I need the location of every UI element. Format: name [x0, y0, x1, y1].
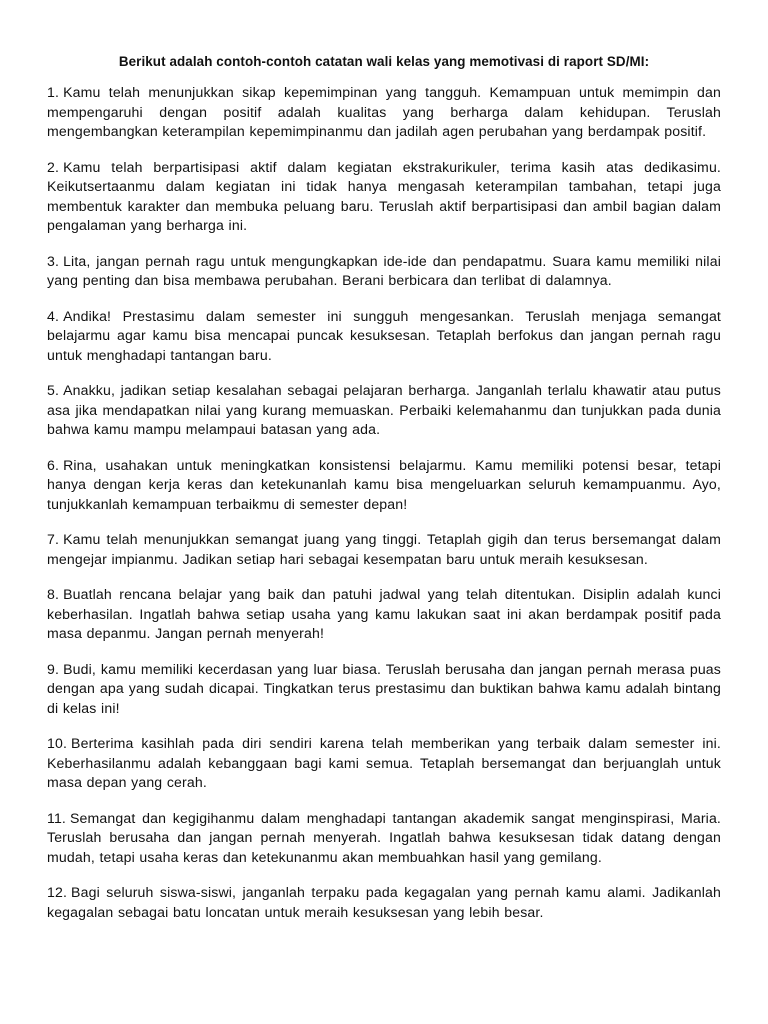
list-item [47, 660, 721, 719]
item-text: Kamu telah menunjukkan sikap kepemimpinan yang tangguh. Kemampuan untuk memimpin dan mempengaruhi dengan positif adalah kualitas yang berharga dalam kehidupan. Teruslah mengembangkan keterampilan kepemimpinanmu dan jadilah agen perubahan yang berdampak positif. [47, 84, 721, 139]
item-text: Bagi seluruh siswa-siswi, janganlah terpaku pada kegagalan yang pernah kamu alami. Jadikanlah kegagalan sebagai batu loncatan untuk meraih kesuksesan yang lebih besar. [47, 884, 721, 920]
item-number: 4. [47, 307, 60, 324]
item-text: Andika! Prestasimu dalam semester ini sungguh mengesankan. Teruslah menjaga semangat belajarmu agar kamu bisa mencapai puncak kesuksesan. Tetaplah berfokus dan jangan pernah ragu untuk menghadapi tantangan baru. [47, 307, 721, 363]
list-item [47, 883, 721, 922]
item-text: Berterima kasihlah pada diri sendiri karena telah memberikan yang terbaik dalam semester ini. Keberhasilanmu adalah kebanggaan bagi kami semua. Tetaplah bersemangat dan berjuanglah untuk masa depan yang cerah. [47, 735, 721, 790]
item-text: Kamu telah berpartisipasi aktif dalam kegiatan ekstrakurikuler, terima kasih atas dedikasimu. Keikutsertaanmu dalam kegiatan ini tidak hanya mengasah keterampilan tambahan, tetapi juga membentuk karakter dan membuka peluang baru. Teruslah aktif berpartisipasi dan ambil bagian dalam pengalaman yang berharga ini. [47, 158, 721, 233]
item-number: 3. [47, 252, 60, 269]
document-page [47, 53, 721, 938]
item-text: Anakku, jadikan setiap kesalahan sebagai pelajaran berharga. Janganlah terlalu khawatir atau putus asa jika mendapatkan nilai yang kurang memuaskan. Perbaiki kelemahanmu dan tunjukkan pada dunia bahwa kamu mampu melampaui batasan yang ada. [47, 382, 721, 437]
item-number: 9. [47, 660, 60, 677]
item-number: 7. [47, 531, 60, 547]
item-text: Semangat dan kegigihanmu dalam menghadapi tantangan akademik sangat menginspirasi, Maria. Teruslah berusaha dan jangan pernah menyerah. Ingatlah bahwa kesuksesan tidak datang dengan mudah, tetapi usaha keras dan ketekunanmu akan membuahkan hasil yang gemilang. [47, 809, 721, 865]
list-item [47, 158, 721, 236]
item-number: 5. [47, 382, 60, 398]
list-item [47, 585, 721, 644]
list-item [47, 83, 721, 142]
item-text: Budi, kamu memiliki kecerdasan yang luar biasa. Teruslah berusaha dan jangan pernah merasa puas dengan apa yang sudah dicapai. Tingkatkan terus prestasimu dan buktikan bahwa kamu adalah bintang di kelas ini! [47, 660, 721, 716]
document-title: Berikut adalah contoh-contoh catatan wali kelas yang memotivasi di raport SD/MI: [118, 54, 650, 69]
item-number: 1. [47, 84, 60, 100]
item-number: 10. [47, 735, 68, 751]
item-number: 6. [47, 456, 60, 473]
item-number: 11. [47, 809, 66, 826]
item-number: 2. [47, 158, 60, 175]
list-item [47, 381, 721, 440]
list-item [47, 530, 721, 569]
list-item [47, 809, 721, 868]
notes-list [47, 83, 721, 922]
item-text: Buatlah rencana belajar yang baik dan patuhi jadwal yang telah ditentukan. Disiplin adalah kunci keberhasilan. Ingatlah bahwa setiap usaha yang kamu lakukan saat ini akan berdampak positif pada masa depanmu. Jangan pernah menyerah! [47, 586, 721, 641]
item-text: Kamu telah menunjukkan semangat juang yang tinggi. Tetaplah gigih dan terus bersemangat dalam mengejar impianmu. Jadikan setiap hari sebagai kesempatan baru untuk meraih kesuksesan. [47, 531, 721, 567]
list-item [47, 252, 721, 291]
list-item [47, 307, 721, 366]
item-number: 8. [47, 586, 60, 602]
list-item [47, 734, 721, 793]
item-text: Rina, usahakan untuk meningkatkan konsistensi belajarmu. Kamu memiliki potensi besar, tetapi hanya dengan kerja keras dan ketekunanlah kamu bisa mengeluarkan seluruh kemampuanmu. Ayo, tunjukkanlah kemampuan terbaikmu di semester depan! [47, 456, 721, 512]
list-item [47, 456, 721, 515]
item-number: 12. [47, 884, 68, 900]
item-text: Lita, jangan pernah ragu untuk mengungkapkan ide-ide dan pendapatmu. Suara kamu memiliki nilai yang penting dan bisa membawa perubahan. Berani berbicara dan terlibat di dalamnya. [47, 252, 721, 288]
